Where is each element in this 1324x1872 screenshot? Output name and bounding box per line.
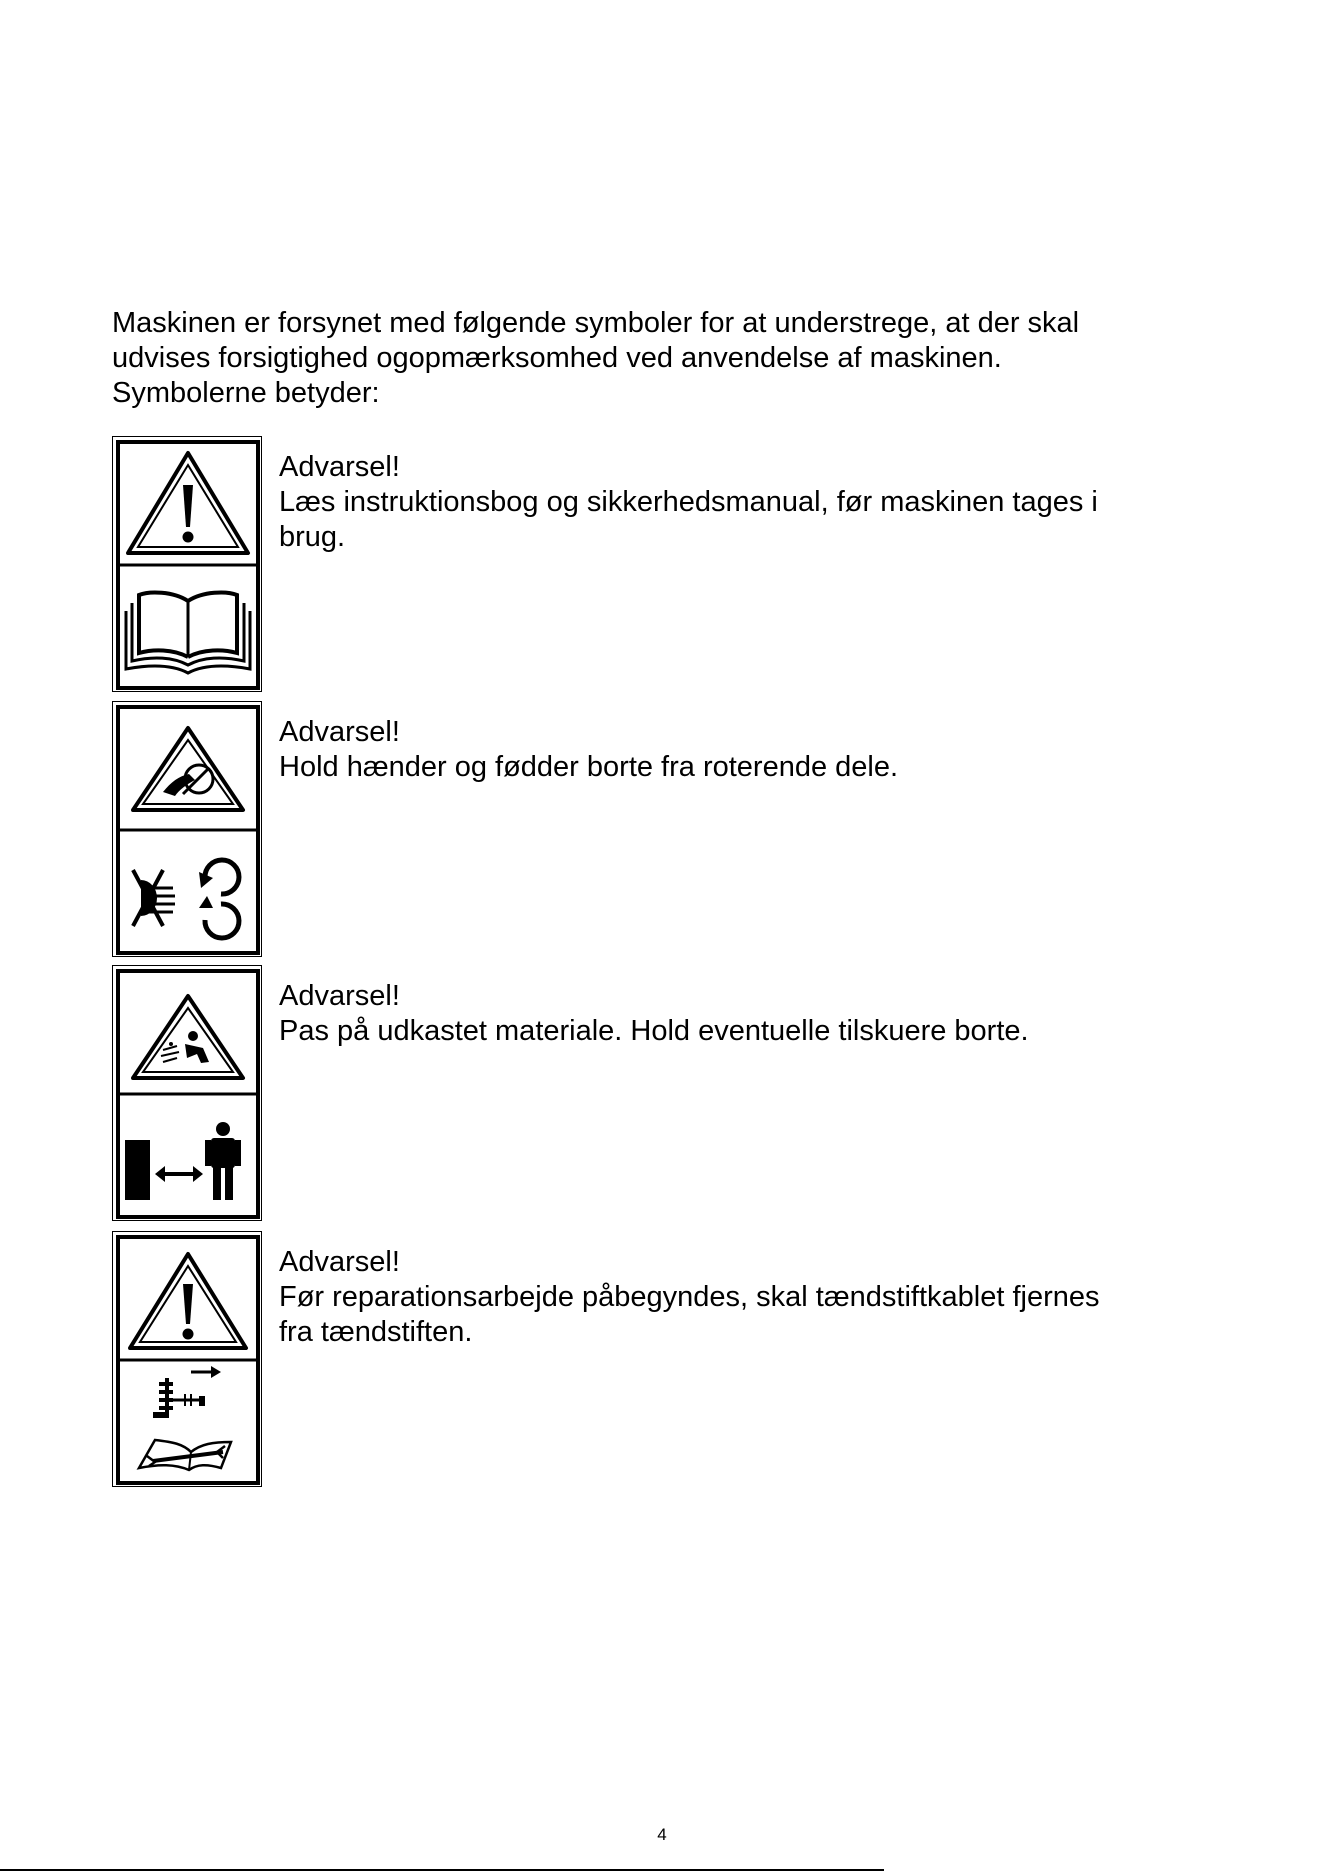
warning-text bbox=[279, 450, 1229, 555]
warning-heading: Advarsel! bbox=[279, 1246, 400, 1278]
warning-heading: Advarsel! bbox=[279, 716, 400, 748]
warning-description: Pas på udkastet materiale. Hold eventuelle tilskuere borte. bbox=[279, 1015, 1029, 1047]
warning-row-spark-plug bbox=[112, 1231, 1222, 1487]
warning-row-rotating-parts bbox=[112, 701, 1222, 957]
thrown-objects-warning-icon bbox=[133, 996, 243, 1078]
disconnect-spark-plug-manual-icon bbox=[139, 1366, 231, 1470]
symbol-panel bbox=[112, 965, 262, 1221]
intro-paragraph bbox=[112, 306, 1222, 411]
warning-exclamation-icon bbox=[130, 1254, 246, 1348]
warning-text bbox=[279, 715, 1229, 785]
symbol-panel bbox=[112, 701, 262, 957]
symbol-panel bbox=[112, 1231, 262, 1487]
symbol-graphic bbox=[113, 966, 263, 1222]
warning-row-thrown-objects bbox=[112, 965, 1222, 1221]
warning-row-read-manual bbox=[112, 436, 1222, 692]
warning-description: Før reparationsarbejde påbegyndes, skal tændstiftkablet fjernes bbox=[279, 1281, 1100, 1313]
warning-text bbox=[279, 1245, 1229, 1350]
rotating-blade-icon bbox=[133, 860, 239, 938]
warning-text bbox=[279, 979, 1229, 1049]
page-number: 4 bbox=[657, 1825, 667, 1844]
symbol-graphic bbox=[113, 1232, 263, 1488]
keep-bystanders-away-icon bbox=[125, 1122, 241, 1200]
symbol-panel bbox=[112, 436, 262, 692]
warning-heading: Advarsel! bbox=[279, 980, 400, 1012]
warning-heading: Advarsel! bbox=[279, 451, 400, 483]
intro-line: Symbolerne betyder: bbox=[112, 377, 380, 409]
warning-description: Hold hænder og fødder borte fra roterende dele. bbox=[279, 751, 899, 783]
intro-line: udvises forsigtighed ogopmærksomhed ved anvendelse af maskinen. bbox=[112, 342, 1002, 374]
intro-line: Maskinen er forsynet med følgende symboler for at understrege, at der skal bbox=[112, 307, 1080, 339]
symbol-graphic bbox=[113, 437, 263, 693]
hand-rotating-blade-warning-icon bbox=[133, 728, 243, 810]
bottom-rule bbox=[0, 1869, 884, 1871]
warning-description: fra tændstiften. bbox=[279, 1316, 473, 1348]
warning-description: brug. bbox=[279, 521, 346, 553]
warning-exclamation-icon bbox=[128, 453, 248, 553]
instruction-book-icon bbox=[126, 593, 250, 673]
symbol-graphic bbox=[113, 702, 263, 958]
warning-description: Læs instruktionsbog og sikkerhedsmanual, før maskinen tages i bbox=[279, 486, 1098, 518]
